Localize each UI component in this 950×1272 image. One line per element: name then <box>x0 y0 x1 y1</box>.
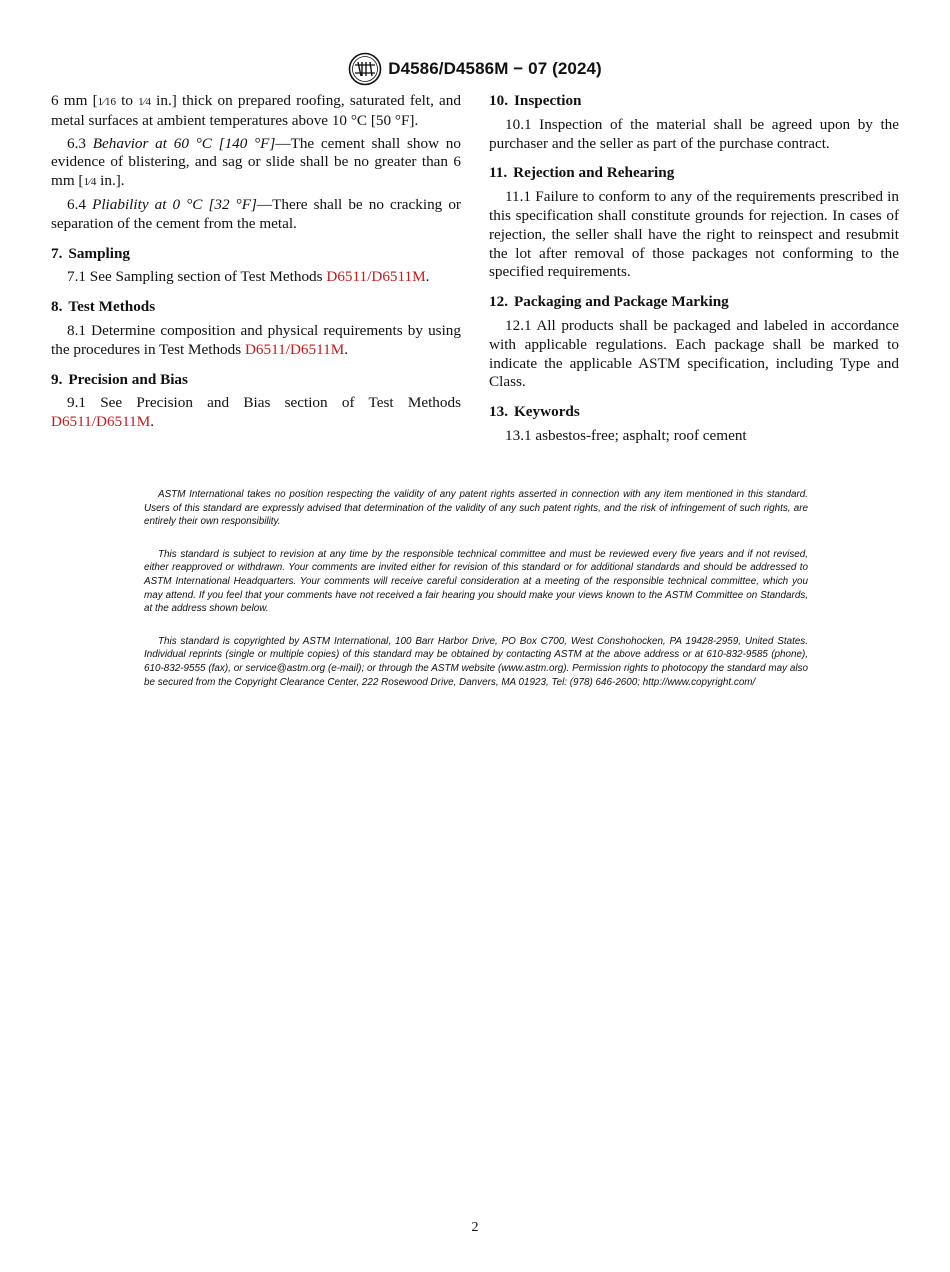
paragraph-6-4: 6.4 Pliability at 0 °C [32 °F]—There shall be no cracking or separation of the cement from the metal. <box>51 195 461 232</box>
document-designation: D4586/D4586M − 07 (2024) <box>388 59 602 78</box>
paragraph-6-2-continued: 6 mm [1⁄16 to 1⁄4 in.] thick on prepared roofing, saturated felt, and metal surfaces at ambient temperatures above 10 °C [50 °F]. <box>51 92 461 129</box>
legal-notices <box>144 488 808 708</box>
paragraph-13-1: 13.1 asbestos-free; asphalt; roof cement <box>505 426 747 444</box>
reference-link-d6511[interactable]: D6511/D6511M <box>244 340 345 358</box>
section-heading-8: 8. Test Methods <box>51 298 156 316</box>
paragraph-12-1: 12.1 All products shall be packaged and labeled in accordance with applicable regulations. Each package shall be marked to indicate the applicable ASTM specification, including Type and Class. <box>489 316 899 391</box>
reference-link-d6511[interactable]: D6511/D6511M <box>51 413 151 431</box>
reference-link-d6511[interactable]: D6511/D6511M <box>326 268 426 286</box>
left-column <box>51 92 461 436</box>
section-heading-11: 11. Rejection and Rehearing <box>489 164 675 182</box>
patent-notice: ASTM International takes no position respecting the validity of any patent rights asserted in connection with any item mentioned in this standard. Users of this standard are expressly advised that determination of the validity of any such patent rights, and the risk of infringement of such rights, are entirely their own responsibility. <box>144 489 808 528</box>
copyright-notice: This standard is copyrighted by ASTM International, 100 Barr Harbor Drive, PO Box C700, West Conshohocken, PA 19428-2959, United States. Individual reprints (single or multiple copies) of this standard may be obtained by contacting ASTM at the above address or at 610-832-9585 (phone), 610-832-9555 (fax), or service@astm.org (e-mail); or through the ASTM website (www.astm.org). Permission rights to photocopy the standard may also be secured from the Copyright Clearance Center, 222 Rosewood Drive, Danvers, MA 01923, Tel: (978) 646-2600; http://www.copyright.com/ <box>144 635 808 688</box>
paragraph-6-3: 6.3 Behavior at 60 °C [140 °F]—The cement shall show no evidence of blistering, and sag or slide shall be no greater than 6 mm [1⁄4 in.]. <box>51 134 461 190</box>
section-heading-13: 13. Keywords <box>489 403 580 421</box>
astm-logo-icon <box>348 52 382 86</box>
page-number: 2 <box>471 1220 479 1235</box>
paragraph-7-1: 7.1 See Sampling section of Test Methods D6511/D6511M. <box>67 268 430 286</box>
paragraph-11-1: 11.1 Failure to conform to any of the requirements prescribed in this specification shall constitute grounds for rejection. In cases of rejection, the seller shall have the right to reinspect and resubmit the lot after removal of those packages not conforming to the specified requirements. <box>489 188 899 281</box>
page-header <box>0 52 950 86</box>
paragraph-8-1: 8.1 Determine composition and physical requirements by using the procedures in Test Methods D6511/D6511M. <box>51 321 461 358</box>
section-heading-10: 10. Inspection <box>489 92 582 109</box>
revision-notice: This standard is subject to revision at any time by the responsible technical committee and must be reviewed every five years and if not revised, either reapproved or withdrawn. Your comments are invited either for revision of this standard or for additional standards and should be addressed to ASTM International Headquarters. Your comments will receive careful consideration at a meeting of the responsible technical committee, which you may attend. If you feel that your comments have not received a fair hearing you should make your views known to the ASTM Committee on Standards, at the address shown below. <box>144 548 808 615</box>
right-column <box>489 92 899 450</box>
section-heading-7: 7. Sampling <box>51 244 131 262</box>
section-heading-12: 12. Packaging and Package Marking <box>489 293 729 311</box>
section-heading-9: 9. Precision and Bias <box>51 370 188 388</box>
paragraph-10-1: 10.1 Inspection of the material shall be agreed upon by the purchaser and the seller as part of the purchase contract. <box>489 115 899 152</box>
paragraph-9-1: 9.1 See Precision and Bias section of Test Methods D6511/D6511M. <box>51 394 461 431</box>
